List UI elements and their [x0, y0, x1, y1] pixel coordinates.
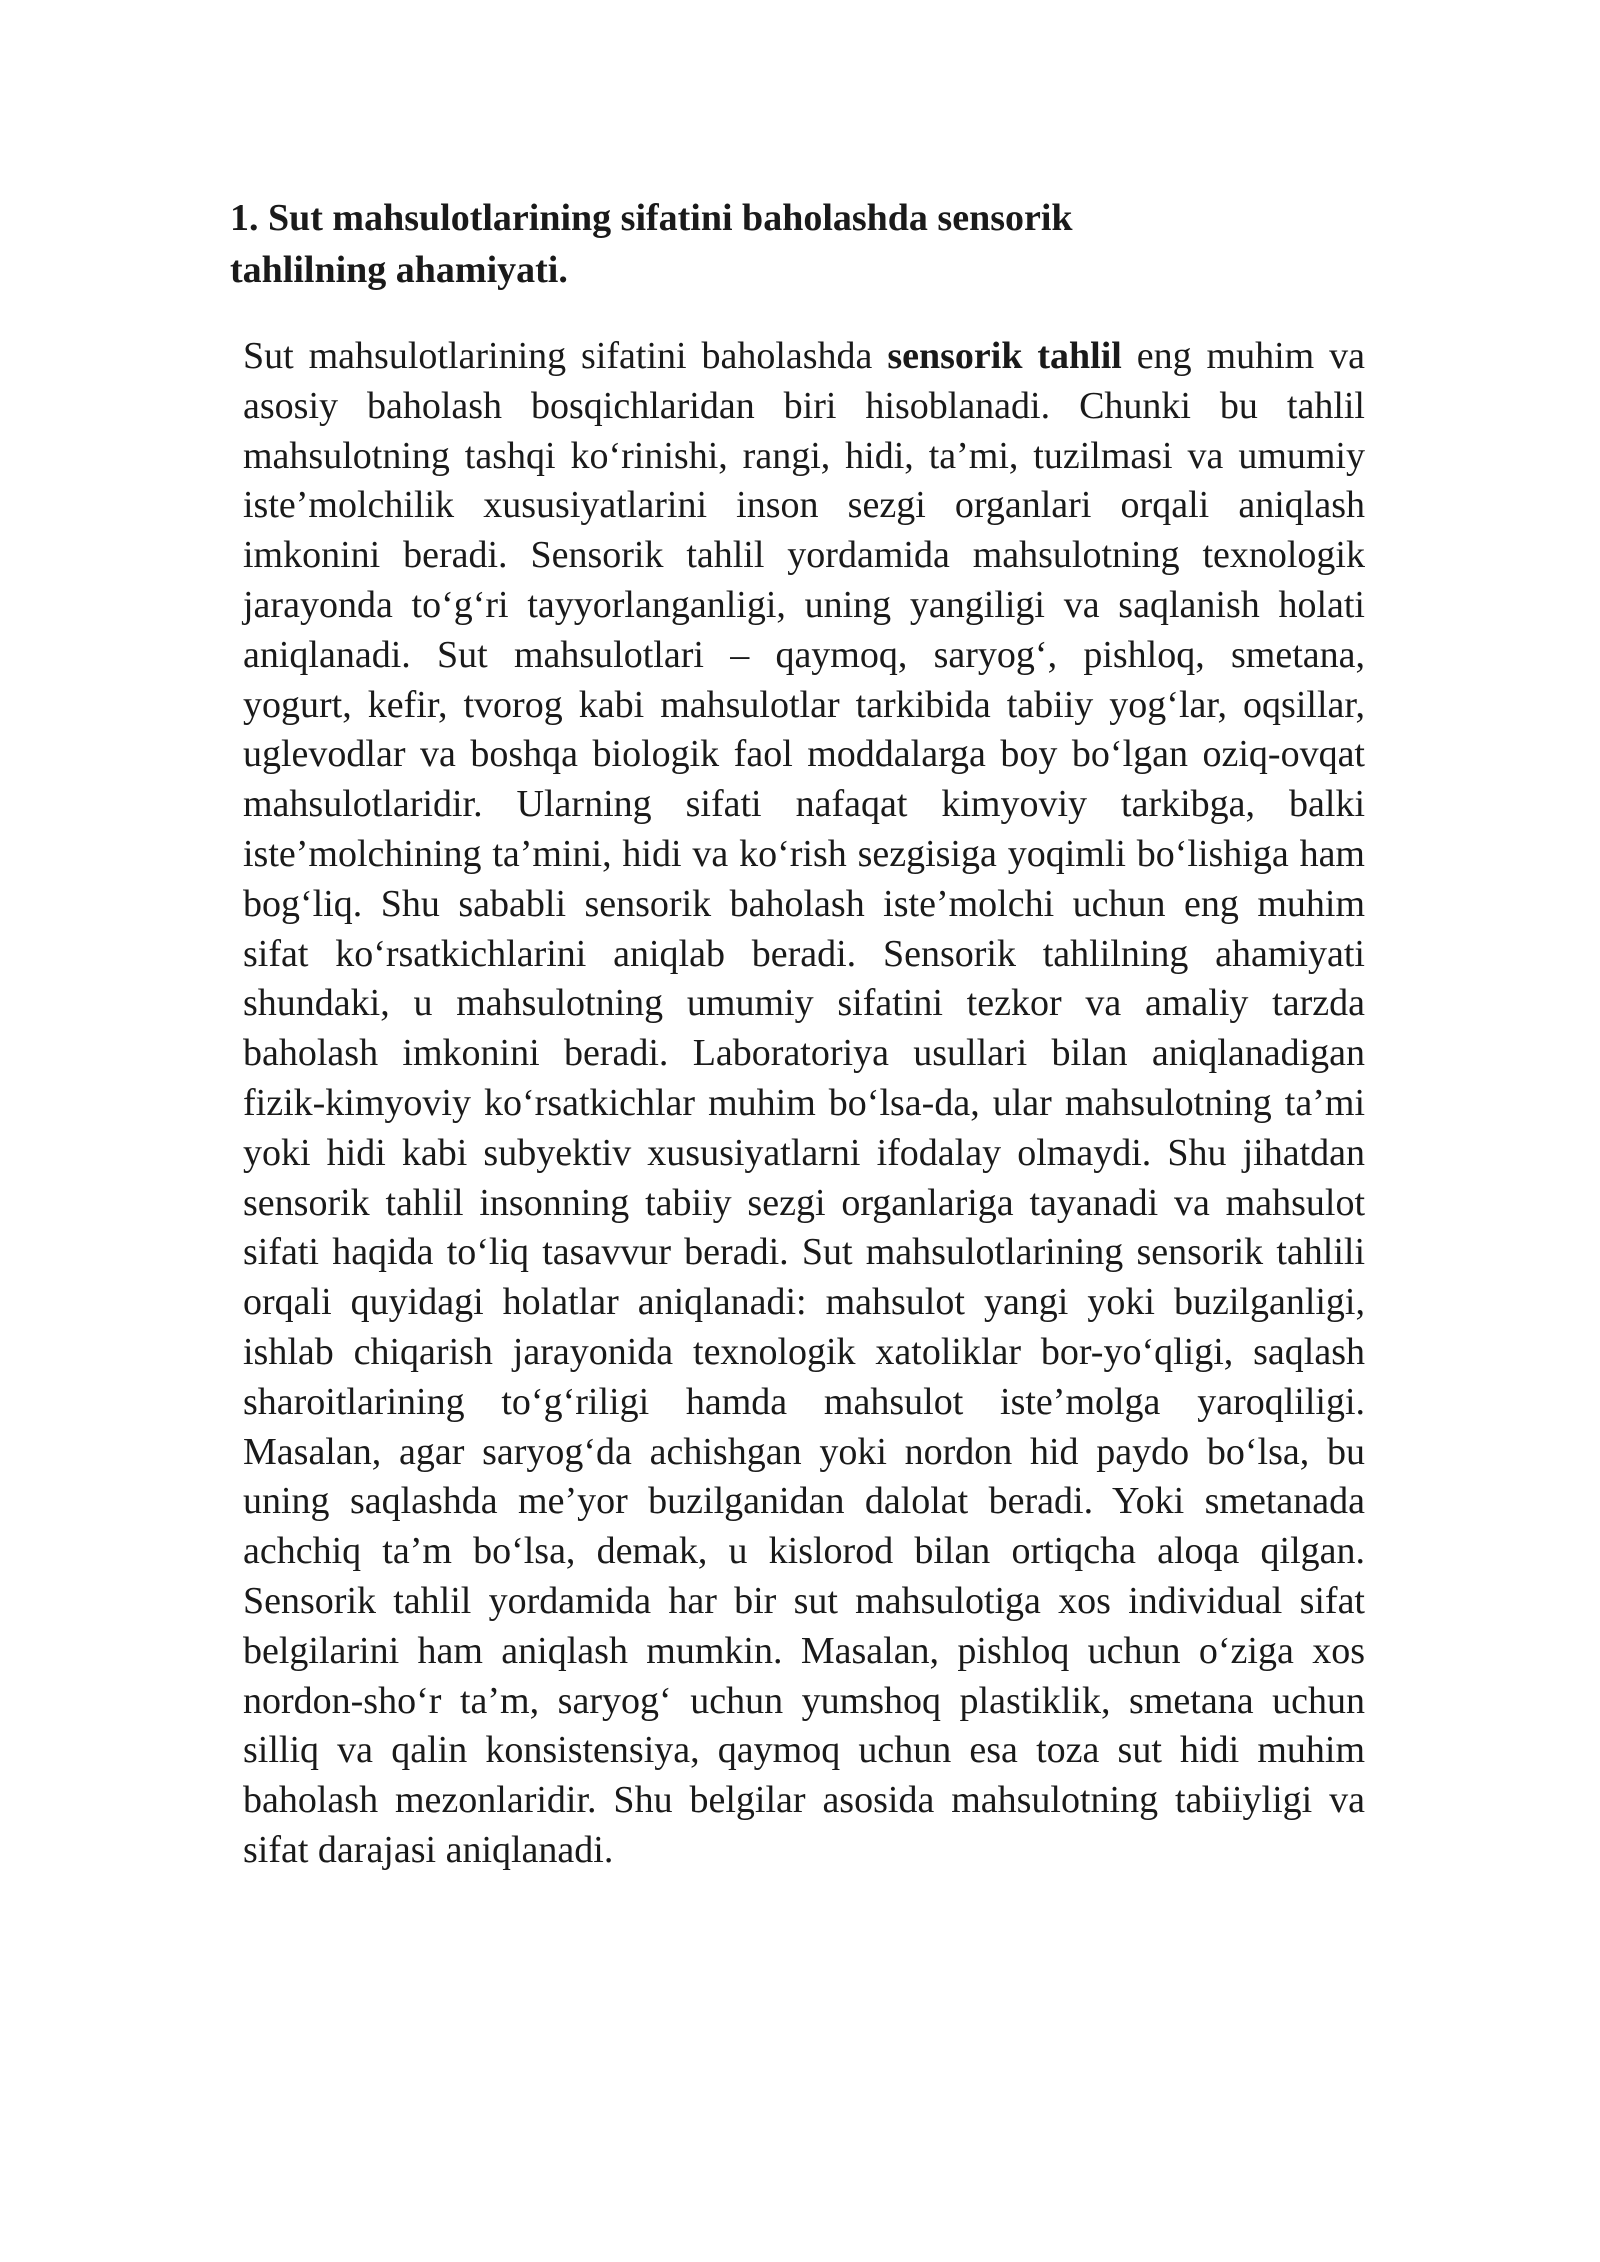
- paragraph-text-start: Sut mahsulotlarining sifatini baholashda: [243, 335, 888, 377]
- paragraph-text-rest: eng muhim va asosiy baholash bosqichlaridan biri hisoblanadi. Chunki bu tahlil mahsulotning tashqi ko‘rinishi, rangi, hidi, ta’mi, tuzilmasi va umumiy iste’molchilik xususiyatlarini inson sezgi organlari orqali aniqlash imkonini beradi. Sensorik tahlil yordamida mahsulotning texnologik jarayonda to‘g‘ri tayyorlanganligi, uning yangiligi va saqlanish holati aniqlanadi. Sut mahsulotlari – qaymoq, saryog‘, pishloq, smetana, yogurt, kefir, tvorog kabi mahsulotlar tarkibida tabiiy yog‘lar, oqsillar, uglevodlar va boshqa biologik faol moddalarga boy bo‘lgan oziq-ovqat mahsulotlaridir. Ularning sifati nafaqat kimyoviy tarkibga, balki iste’molchining ta’mini, hidi va ko‘rish sezgisiga yoqimli bo‘lishiga ham bog‘liq. Shu sababli sensorik baholash iste’molchi uchun eng muhim sifat ko‘rsatkichlarini aniqlab beradi. Sensorik tahlilning ahamiyati shundaki, u mahsulotning umumiy sifatini tezkor va amaliy tarzda baholash imkonini beradi. Laboratoriya usullari bilan aniqlanadigan fizik-kimyoviy ko‘rsatkichlar muhim bo‘lsa-da, ular mahsulotning ta’mi yoki hidi kabi subyektiv xususiyatlarni ifodalay olmaydi. Shu jihatdan sensorik tahlil insonning tabiiy sezgi organlariga tayanadi va mahsulot sifati haqida to‘liq tasavvur beradi. Sut mahsulotlarining sensorik tahlili orqali quyidagi holatlar aniqlanadi: mahsulot yangi yoki buzilganligi, ishlab chiqarish jarayonida texnologik xatoliklar bor-yo‘qligi, saqlash sharoitlarining to‘g‘riligi hamda mahsulot iste’molga yaroqliligi. Masalan, agar saryog‘da achishgan yoki nordon hid paydo bo‘lsa, bu uning saqlashda me’yor buzilganidan dalolat beradi. Yoki smetanada achchiq ta’m bo‘lsa, demak, u kislorod bilan ortiqcha aloqa qilgan. Sensorik tahlil yordamida har bir sut mahsulotiga xos individual sifat belgilarini ham aniqlash mumkin. Masalan, pishloq uchun o‘ziga xos nordon-sho‘r ta’m, saryog‘ uchun yumshoq plastiklik, smetana uchun silliq va qalin konsistensiya, qaymoq uchun esa toza sut hidi muhim baholash mezonlaridir. Shu belgilar asosida mahsulotning tabiiyligi va sifat darajasi aniqlanadi.: [243, 335, 1365, 1871]
- body-paragraph: [243, 332, 1365, 1876]
- bold-term: sensorik tahlil: [887, 335, 1122, 377]
- section-title: 1. Sut mahsulotlarining sifatini baholashda sensorik tahlilning ahamiyati.: [230, 197, 1073, 291]
